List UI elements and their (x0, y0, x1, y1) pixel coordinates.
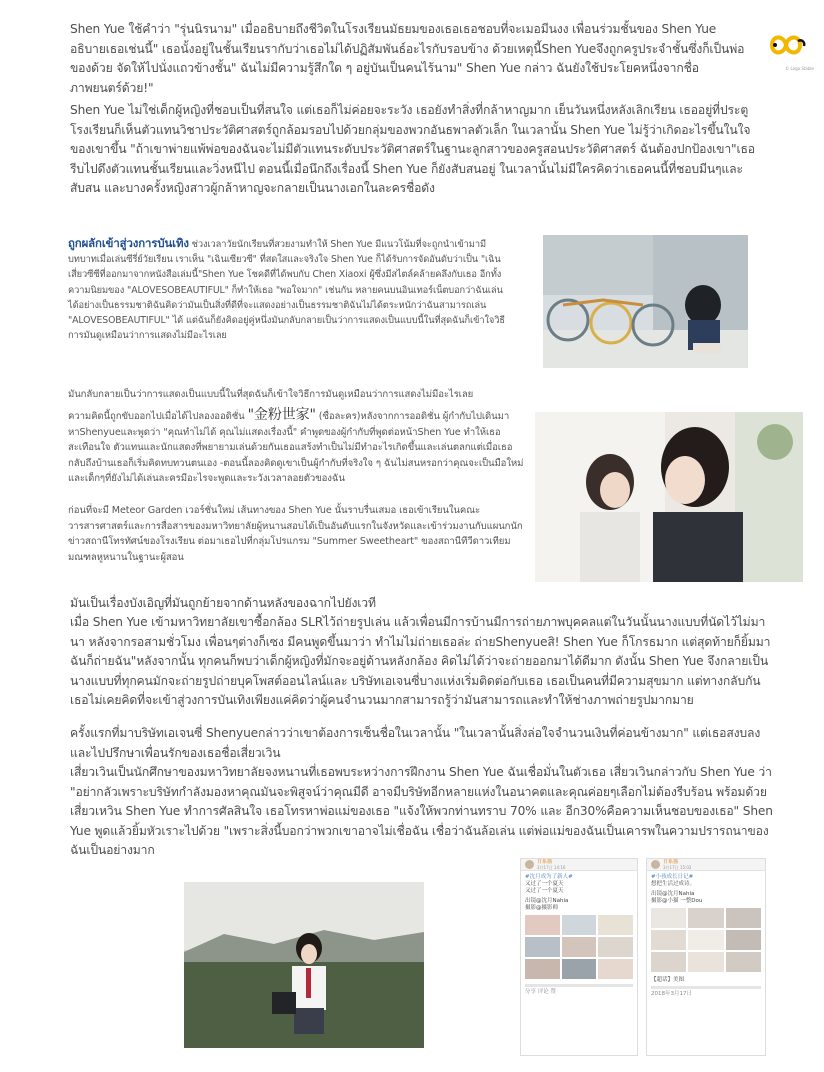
weibo-right-user: 日系猫 (663, 859, 679, 865)
weibo-left-line2: 又过了一个夏天 (525, 881, 564, 887)
weibo-left-user: 日系猫 (537, 859, 553, 865)
avatar (525, 860, 534, 869)
weibo-left-footer: 分享 评论 赞 (525, 989, 556, 995)
inline-chinese-title: "金粉世家" (247, 407, 316, 423)
weibo-right-footer: 2018年3月17日 (651, 991, 692, 997)
two-girls-image-icon (535, 412, 803, 582)
logo-caption: © Logo Stable (785, 66, 814, 71)
infinity-logo-icon (758, 30, 814, 60)
weibo-left-line3: 又过了一个夏天 (525, 888, 564, 894)
section1-paragraph (68, 236, 508, 343)
bicycles-image-icon (543, 235, 748, 368)
weibo-right-header (647, 859, 765, 871)
intro-paragraph-1: Shen Yue ใช้คำว่า "รุ่นนิรนาม" เมื่ออธิบายถึงชีวิตในโรงเรียนมัธยมของเธอเธอชอบที่จะเมอมีนงง เพื่อนร่วมชั้นของ Shen Yue อธิบายเธอเช่นนี้" เธอนั้งอยู่ในชั้นเรียนรากับว่าเธอไม่ได้ปฏิสัมพันธ์อะไรกับรอบข้าง ด้วยเหตุนี้Shen Yueจึงถูกครูประจำชั้นซึ่งก็เป็นพ่อของด้วย จัดให้ไปนั่งแถวข้างชั้น" ฉันไม่มีความรู้สึกใด ๆ อยู่บันเป็นคนไร้นาม" Shen Yue กล่าว ฉันยังใช้ประโยคหนึ่งจากชื่อภาพยนตร์ด้วย!" (70, 22, 745, 95)
brand-logo (758, 30, 814, 70)
section2-paragraph-1: มันกลับกลายเป็นว่าการแสดงเป็นแบบนี้ในที่สุดฉันก็เข้าใจวิธีการมันดูเหมือนว่าการแสดงไม่มีอะไรเลย (68, 389, 474, 400)
photo-girl-with-bicycles (543, 235, 748, 368)
section3-paragraph-4: เสี่ยวเวินเป็นนักศึกษาของมหาวิทยาลัยจงหนานที่เธอพบระหว่างการฝึกงาน Shen Yue ฉันเชื่อมั่นในตัวเธอ เสี่ยวเวินกล่าวกับ Shen Yue ว่า "อย่ากลัวเพราะบริษัทกำลังมองหาคุณมันจะพิสูจน์ว่าคุณมีดี อาจมีบริษัทอีกหลายแห่งในอนาคตและคุณค่อยๆเลือกไม่ต้องรีบร้อน พร้อมด้วยเสี่ยวเหวิน Shen Yue ทำการศัลสินใจ เธอโทรหาพ่อแม่ของเธอ "แจ้งให้พวกท่านทราบ 70% และ อีก30%คือความเห็นชอบของเธอ" Shen Yue พูดแล้วยิ้มหัวเราะไปด้วย "เพราะสิ่งนี้บอกว่าพวกเขาอาจไม่เชื่อฉัน เชื่อว่าฉันล้อเล่น แต่พ่อแม่ของฉันเป็นเคารพในความปรารถนาของฉันเป็นอย่างมาก (70, 765, 773, 858)
section3-paragraph-3: ครั้งแรกที่มาบริษัทเอเจนซี่ Shenyueกล่าวว่าเขาต้องการเซ็นชื่อในเวลานั้น "ในเวลานั้นสิ่งล่อใจจำนวนเงินที่ค่อนข้างมาก" แต่เธอสงบลงและไปปรึกษาเพื่อนรักของเธอชื่อเสี่ยวเวิน (70, 726, 761, 760)
weibo-left-header (521, 859, 637, 871)
weibo-right-credit2: 摄影@小猫 一整Dou (651, 898, 703, 904)
weibo-right-line1: #小孩成长日记# (651, 874, 694, 880)
section1-body: ช่วงเวลาวัยนักเรียนที่สวยงามทำให้ Shen Yue มีแนวโน้มที่จะถูกนำเข้ามามีบทบาทเมื่อเล่นซีรี่ย์วัยเรียน เราเห็น "เฉินเซียวซี" ที่สดใสและจริงใจ Shen Yue ก็ได้รับการจัดอันดับว่าเป็น "เฉินเสี่ยวซีซีที่ออกมาจากหนังสือเล่มนี้"Shen Yue โชคดีที่ได้พบกับ Chen Xiaoxi ผู้ซึ่งมีสไตล์คล้ายคลึงกับเธอ อีกทั้งความนิยมของ "ALOVESOBEAUTIFUL" ก็ทำให้เธอ "พอใจมาก" เช่นกัน หลายคนบนอินเทอร์เน็ตบอกว่าฉันเล่นได้อย่างเป็นธรรมชาติฉันคิดว่ามันเป็นสิ่งที่ดีที่จะแสดงอย่างเป็นธรรมชาติฉันไม่ได้ตระหนักว่าฉันสามารถเล่น "ALOVESOBEAUTIFUL" ได้ แต่ฉันก็ยังคิดอยู่คู่หนึ่งมันกลับกลายเป็นว่าการแสดงเป็นแบบนี้ในที่สุดฉันก็เข้าใจวิธีการมันดูเหมือนว่าการแสดงไม่มีอะไรเลย (68, 239, 505, 342)
section2-paragraph-2: ความคิดนี้ถูกขับออกไปเมื่อได้ไปลองออดิชั่น "金粉世家" (ซื่อละคร)หลังจากการออดิชั่น ผู้กำกับไปเดินมาหาShenyueและพูดว่า "คุณทำไม่ได้ คุณไม่แสดงเรื่องนี้" คำพูดของผู้กำกับที่พูดต่อหน้าShen Yue ทำให้เธอสะเทือนใจ ตัวแทนและนักแสดงที่พยายามเล่นด้วยกันเธอแสร้งทำเป็นไม่มีทำอะไรเกิดขึ้นและเล่นตลกแต่เมื่อเธอกลับถึงบ้านเธอก็เริ่มคิดทบทวนตนเอง -ตอนนี้ลองคิดดูเขาเป็นผู้กำกับที่จริงใจ ๆ ฉันไม่สนหรอกว่าคุณจะเป็นมือใหม่และเด็กๆที่ยังไม่ได้เล่นละครมีอะไรจะพูดและระวังเวลาลอยตัวของฉัน (68, 407, 524, 485)
avatar (651, 860, 660, 869)
section3-paragraph-2: เมื่อ Shen Yue เข้ามหาวิทยาลัยเขาซื้อกล้อง SLRไว้ถ่ายรูปเล่น แล้วเพื่อนมีการบ้านมีการถ่ายภาพบุคคลแต่ในวันนั้นนางแบบที่นัดไว้ไม่มานา หลังจากรอสามชั่วโมง เพื่อนๆต่างก็เซง มีคนพูดขึ้นมาว่า ทำไมไม่ถ่ายเธอล่ะ ถ่ายShenyueสิ! Shen Yue ก็โกรธมาก แต่สุดท้ายก็ยิ้มมาฉันก็ถ่ายฉัน"หลังจากนั้น ทุกคนก็พบว่าเด็กผู้หญิงที่มักจะอยู่ด้านหลังกล้อง คิดไม่ได้ว่าจะถ่ายออกมาได้ดีมาก ดังนั้น Shen Yue จึงกลายเป็นนางแบบที่ทุกคนมักจะถ่ายรูปถ่ายบุคโพสต์ออนไลน์และ บริษัทเอเจนซี่บางแห่งเริ่มติดต่อกับเธอ เธอเป็นคนที่มีความสุขมาก แต่ทางกลับกันเธอไม่เคยคิดที่จะเข้าสู่วงการบันเทิงเพียงแค่คิดว่าผู้คนจำนวนมากสามารถรู้ว่ามันสามารถและทำให้ช่างภาพถ่ายรูปมากมาย (70, 615, 771, 708)
weibo-right-status: 3月17日 15:02 (663, 865, 692, 870)
weibo-screenshot-right (646, 858, 766, 1056)
weibo-right-credit1: 出镜@沈月Nahia (651, 891, 695, 897)
photo-two-girls (535, 412, 803, 582)
intro-paragraph-2: Shen Yue ไม่ใช่เด็กผู้หญิงที่ชอบเป็นที่สนใจ แต่เธอก็ไม่ค่อยจะระวัง เธอยังทำสิ่งที่กล้าหาญมาก เย็นวันหนึ่งหลังเลิกเรียน เธออยู่ที่ประตูโรงเรียนก็เห็นตัวแทนวิชาประวัติศาสตร์ถูกล้อมรอบไปด้วยกลุ่มของพวกอันธพาลตัวเล็ก ในเวลานั้น Shen Yue ไม่รู้ว่าเกิดอะไรขึ้นในใจของเขาขึ้น "ถ้าเขาพ่ายแพ้พ่อของฉันจะไม่มีตัวแทนระดับประวัติศาสตร์ในฐานะลูกสาวของครูสอนประวัติศาสตร์ ฉันต้องปกป้องเขา"เธอรีบไปดึงตัวแทนชั้นเรียนและวิ่งหนีไป ตอนนี้เมื่อนึกถึงเรื่องนี้ Shen Yue ก็ยังสับสนอยู่ ในเวลานั้นไม่มีใครคิดว่าเธอคนนี้ที่ชอบมีนๆและสับสน และบางครั้งหญิงสาวผู้กล้าหาญจะกลายเป็นนางเอกในละครชื่อดัง (70, 103, 755, 196)
weibo-left-credit2: 摄影@摄影师 (525, 905, 559, 911)
section1-heading: ถูกผลักเข้าสู่วงการบันเทิง (68, 236, 189, 250)
weibo-left-photo-grid (521, 912, 637, 982)
section2-paragraph-3: ก่อนที่จะมี Meteor Garden เวอร์ชั่นใหม่ เส้นทางของ Shen Yue นั้นราบรื่นเสมอ เธอเข้าเรียนในคณะวารสารศาสตร์และการสื่อสารของมหาวิทยาลัยผู้หนานสอบได้เป็นอันดับแรกในจังหวัดและเข้าร่วมงานกับแผนกนักข่าวสถานีโทรทัศน์ของโรงเรียน ต่อมาเธอไปที่กลุ่มโปรแกรม "Summer Sweetheart" ของสถานีทีวีดาวเทียมมณฑลหูหนานในฐานะผู้สอน (68, 505, 523, 563)
weibo-right-line2: 想把生活过成诗。 (651, 881, 696, 887)
weibo-screenshot-left (520, 858, 638, 1056)
weibo-right-tag: 【超话】美图 (651, 977, 685, 983)
schoolgirl-image-icon (184, 882, 424, 1048)
weibo-left-status: 3月17日 14:16 (537, 865, 566, 870)
weibo-left-credit1: 出镜@沈月Nahia (525, 898, 569, 904)
weibo-left-line1: #沈月成为了新人# (525, 874, 573, 880)
photo-schoolgirl-in-field (184, 882, 424, 1048)
weibo-right-photo-grid (647, 905, 765, 975)
section3-heading: มันเป็นเรื่องบังเอิญที่มันถูกย้ายจากด้านหลังของฉากไปยังเวที (70, 596, 376, 610)
